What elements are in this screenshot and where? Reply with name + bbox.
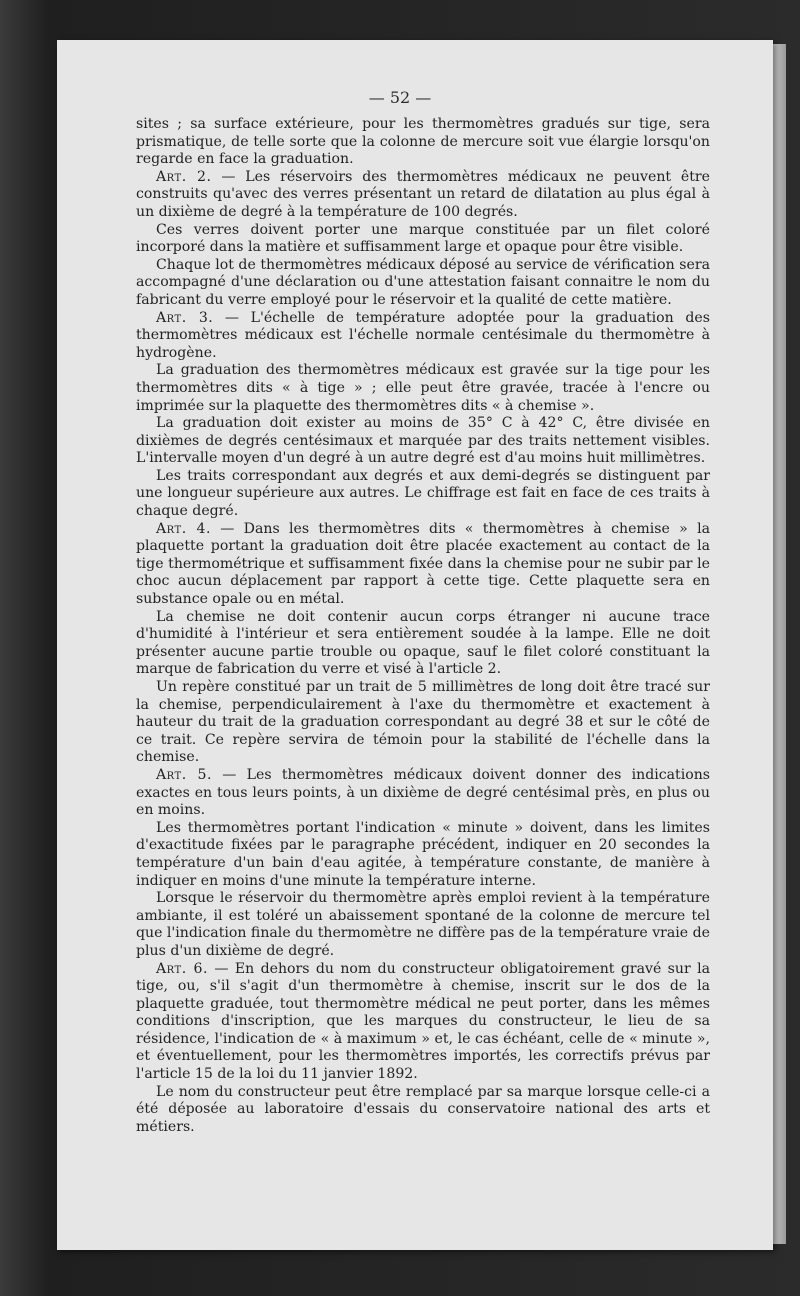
paragraph	[136, 362, 710, 415]
paragraph-text: Les thermomètres portant l'indication « minute » doivent, dans les limites d'exactitude fixées par le paragraphe précédent, indiquer en 20 secondes la température d'un bain d'eau agitée, à température constante, de manière à indiquer en moins d'une minute la température interne.	[136, 819, 710, 889]
paragraph	[136, 609, 710, 679]
paragraph-text: Un repère constitué par un trait de 5 millimètres de long doit être tracé sur la chemise, perpendiculairement à l'axe du thermomètre et exactement à hauteur du trait de la graduation correspondant au degré 38 et sur le côté de ce trait. Ce repère servira de témoin pour la stabilité de l'échelle dans la chemise.	[136, 679, 710, 766]
paragraph-text: Le nom du constructeur peut être remplacé par sa marque lorsque celle-ci a été déposée au laboratoire d'essais du conservatoire national des arts et métiers.	[136, 1083, 710, 1135]
paragraph	[136, 961, 710, 1084]
paragraph	[136, 890, 710, 960]
paragraph	[136, 679, 710, 767]
paragraph	[136, 310, 710, 363]
paragraph	[136, 415, 710, 468]
paragraph-text: — Les réservoirs des thermomètres médicaux ne peuvent être construits qu'avec des verres présentant un retard de dilatation au plus égal à un dixième de degré à la température de 100 degrés.	[136, 168, 710, 220]
paragraph-text: sites ; sa surface extérieure, pour les thermomètres gradués sur tige, sera prismatique, de telle sorte que la colonne de mercure soit vue élargie lorsqu'on regarde en face la graduation.	[136, 116, 710, 168]
article-label: Art. 2.	[156, 168, 212, 185]
page-number: — 52 —	[368, 88, 432, 107]
paragraph-text: La graduation doit exister au moins de 35° C à 42° C, être divisée en dixièmes de degrés centésimaux et marquée par des traits nettement visibles. L'intervalle moyen d'un degré à un autre degré est d'au moins huit millimètres.	[136, 415, 710, 467]
paragraph	[136, 820, 710, 890]
paragraph	[136, 222, 710, 257]
paragraph-text: — Dans les thermomètres dits « thermomètres à chemise » la plaquette portant la graduation doit être placée exactement au contact de la tige thermométrique et suffisamment fixée dans la chemise pour ne subir par le choc aucun déplacement par rapport à cette tige. Cette plaquette sera en substance opale ou en métal.	[136, 520, 711, 608]
article-label: Art. 3.	[156, 309, 214, 326]
paragraph	[136, 169, 710, 222]
paragraph-text: — L'échelle de température adoptée pour la graduation des thermomètres médicaux est l'échelle normale centésimale du thermomètre à hydrogène.	[136, 309, 710, 361]
paragraph-text: — En dehors du nom du constructeur obligatoirement gravé sur la tige, ou, s'il s'agit d'un thermomètre à chemise, inscrit sur le dos de la plaquette graduée, tout thermomètre médical ne peut porter, dans les mêmes conditions d'inscription, que les marques du constructeur, le lieu de sa résidence, l'indication de « à maximum » et, le cas échéant, celle de « minute », et éventuellement, pour les thermomètres importés, les correctifs prévus par l'article 15 de la loi du 11 janvier 1892.	[136, 960, 711, 1083]
paragraph	[136, 521, 710, 609]
paragraph	[136, 1084, 710, 1137]
article-label: Art. 4.	[156, 520, 211, 537]
paragraph	[136, 468, 710, 521]
paragraph	[136, 116, 710, 169]
page-edge	[772, 44, 786, 1244]
paragraph-text: La chemise ne doit contenir aucun corps étranger ni aucune trace d'humidité à l'intérieur et sera entièrement soudée à la lampe. Elle ne doit présenter aucune partie trouble ou opaque, sauf le filet coloré constituant la marque de fabrication du verre et visé à l'article 2.	[136, 608, 710, 678]
paragraph-text: Lorsque le réservoir du thermomètre après emploi revient à la température ambiante, il est toléré un abaissement spontané de la colonne de mercure tel que l'indication finale du thermomètre ne diffère pas de la température vraie de plus d'un dixième de degré.	[136, 890, 710, 959]
paragraph-text: Les traits correspondant aux degrés et aux demi-degrés se distinguent par une longueur supérieure aux autres. Le chiffrage est fait en face de ces traits à chaque degré.	[136, 467, 710, 520]
article-label: Art. 6.	[156, 960, 209, 977]
paragraph-text: La graduation des thermomètres médicaux est gravée sur la tige pour les thermomètres dits « à tige » ; elle peut être gravée, tracée à l'encre ou imprimée sur la plaquette des thermomètres dits « à chemise ».	[136, 362, 710, 414]
paragraph	[136, 767, 710, 820]
paragraph	[136, 257, 710, 310]
article-label: Art. 5.	[156, 766, 212, 783]
paragraph-text: Chaque lot de thermomètres médicaux déposé au service de vérification sera accompagné d'une déclaration ou d'une attestation faisant connaitre le nom du fabricant du verre employé pour le réservoir et la qualité de cette matière.	[136, 256, 710, 308]
paragraph-text: — Les thermomètres médicaux doivent donner des indications exactes en tous leurs points, à un dixième de degré centésimal près, en plus ou en moins.	[136, 766, 711, 819]
document-body	[136, 116, 710, 1136]
paragraph-text: Ces verres doivent porter une marque constituée par un filet coloré incorporé dans la matière et suffisamment large et opaque pour être visible.	[136, 221, 710, 256]
